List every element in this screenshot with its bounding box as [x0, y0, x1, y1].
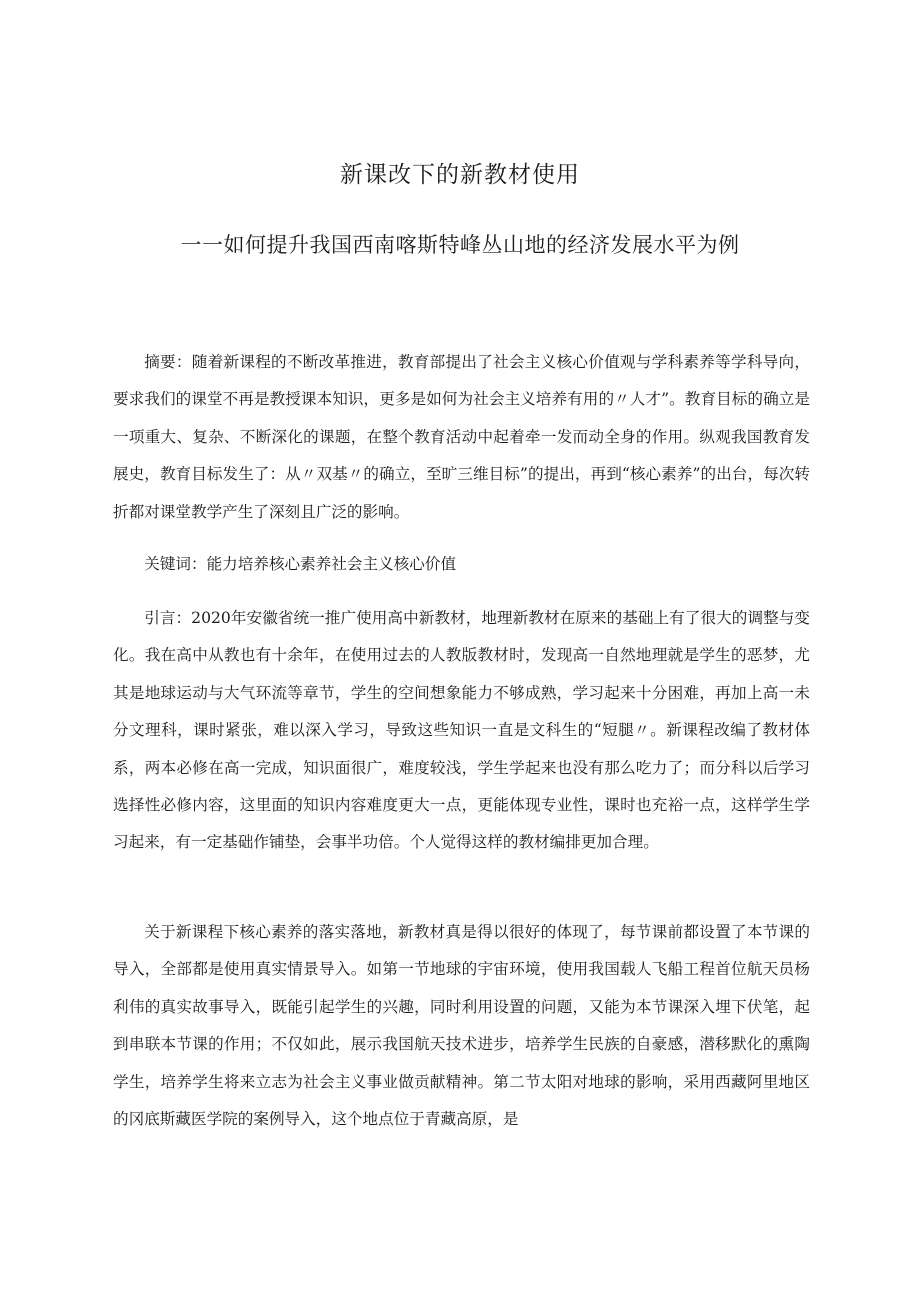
- document-title: 新课改下的新教材使用: [340, 162, 580, 188]
- keywords-paragraph: 关键词：能力培养核心素养社会主义核心价值: [144, 555, 457, 573]
- body-paragraph: 关于新课程下核心素养的落实落地，新教材真是得以很好的体现了，每节课前都设置了本节课的导入，全部都是使用真实情景导入。如第一节地球的宇宙环境，使用我国载人飞船工程首位航天员杨利伟的真实故事导入，既能引起学生的兴趣，同时利用设置的问题，又能为本节课深入埋下伏笔，起到串联本节课的作用；不仅如此，展示我国航天技术进步，培养学生民族的自豪感，潜移默化的熏陶学生，培养学生将来立志为社会主义事业做贡献精神。第二节太阳对地球的影响，采用西藏阿里地区的冈底斯藏医学院的案例导入，这个地点位于青藏高原，是: [113, 923, 810, 1129]
- document-subtitle: 一一如何提升我国西南喀斯特峰丛山地的经济发展水平为例: [180, 233, 740, 257]
- introduction-paragraph: 引言：2020年安徽省统一推广使用高中新教材，地理新教材在原来的基础上有了很大的调整与变化。我在高中从教也有十余年，在使用过去的人教版教材时，发现高一自然地理就是学生的恶梦，尤其是地球运动与大气环流等章节，学生的空间想象能力不够成熟，学习起来十分困难，再加上高一未分文理科，课时紧张，难以深入学习，导致这些知识一直是文科生的“短腿〃。新课程改编了教材体系，两本必修在高一完成，知识面很广，难度较浅，学生学起来也没有那么吃力了；而分科以后学习选择性必修内容，这里面的知识内容难度更大一点，更能体现专业性，课时也充裕一点，这样学生学习起来，有一定基础作铺垫，会事半功倍。个人觉得这样的教材编排更加合理。: [113, 609, 810, 852]
- abstract-paragraph: 摘要：随着新课程的不断改革推进，教育部提出了社会主义核心价值观与学科素养等学科导向，要求我们的课堂不再是教授课本知识，更多是如何为社会主义培养有用的〃人才”。教育目标的确立是一项重大、复杂、不断深化的课题，在整个教育活动中起着牵一发而动全身的作用。纵观我国教育发展史，教育目标发生了：从〃双基〃的确立，至旷三维目标”的提出，再到“核心素养”的出台，每次转折都对课堂教学产生了深刻且广泛的影响。: [113, 353, 810, 521]
